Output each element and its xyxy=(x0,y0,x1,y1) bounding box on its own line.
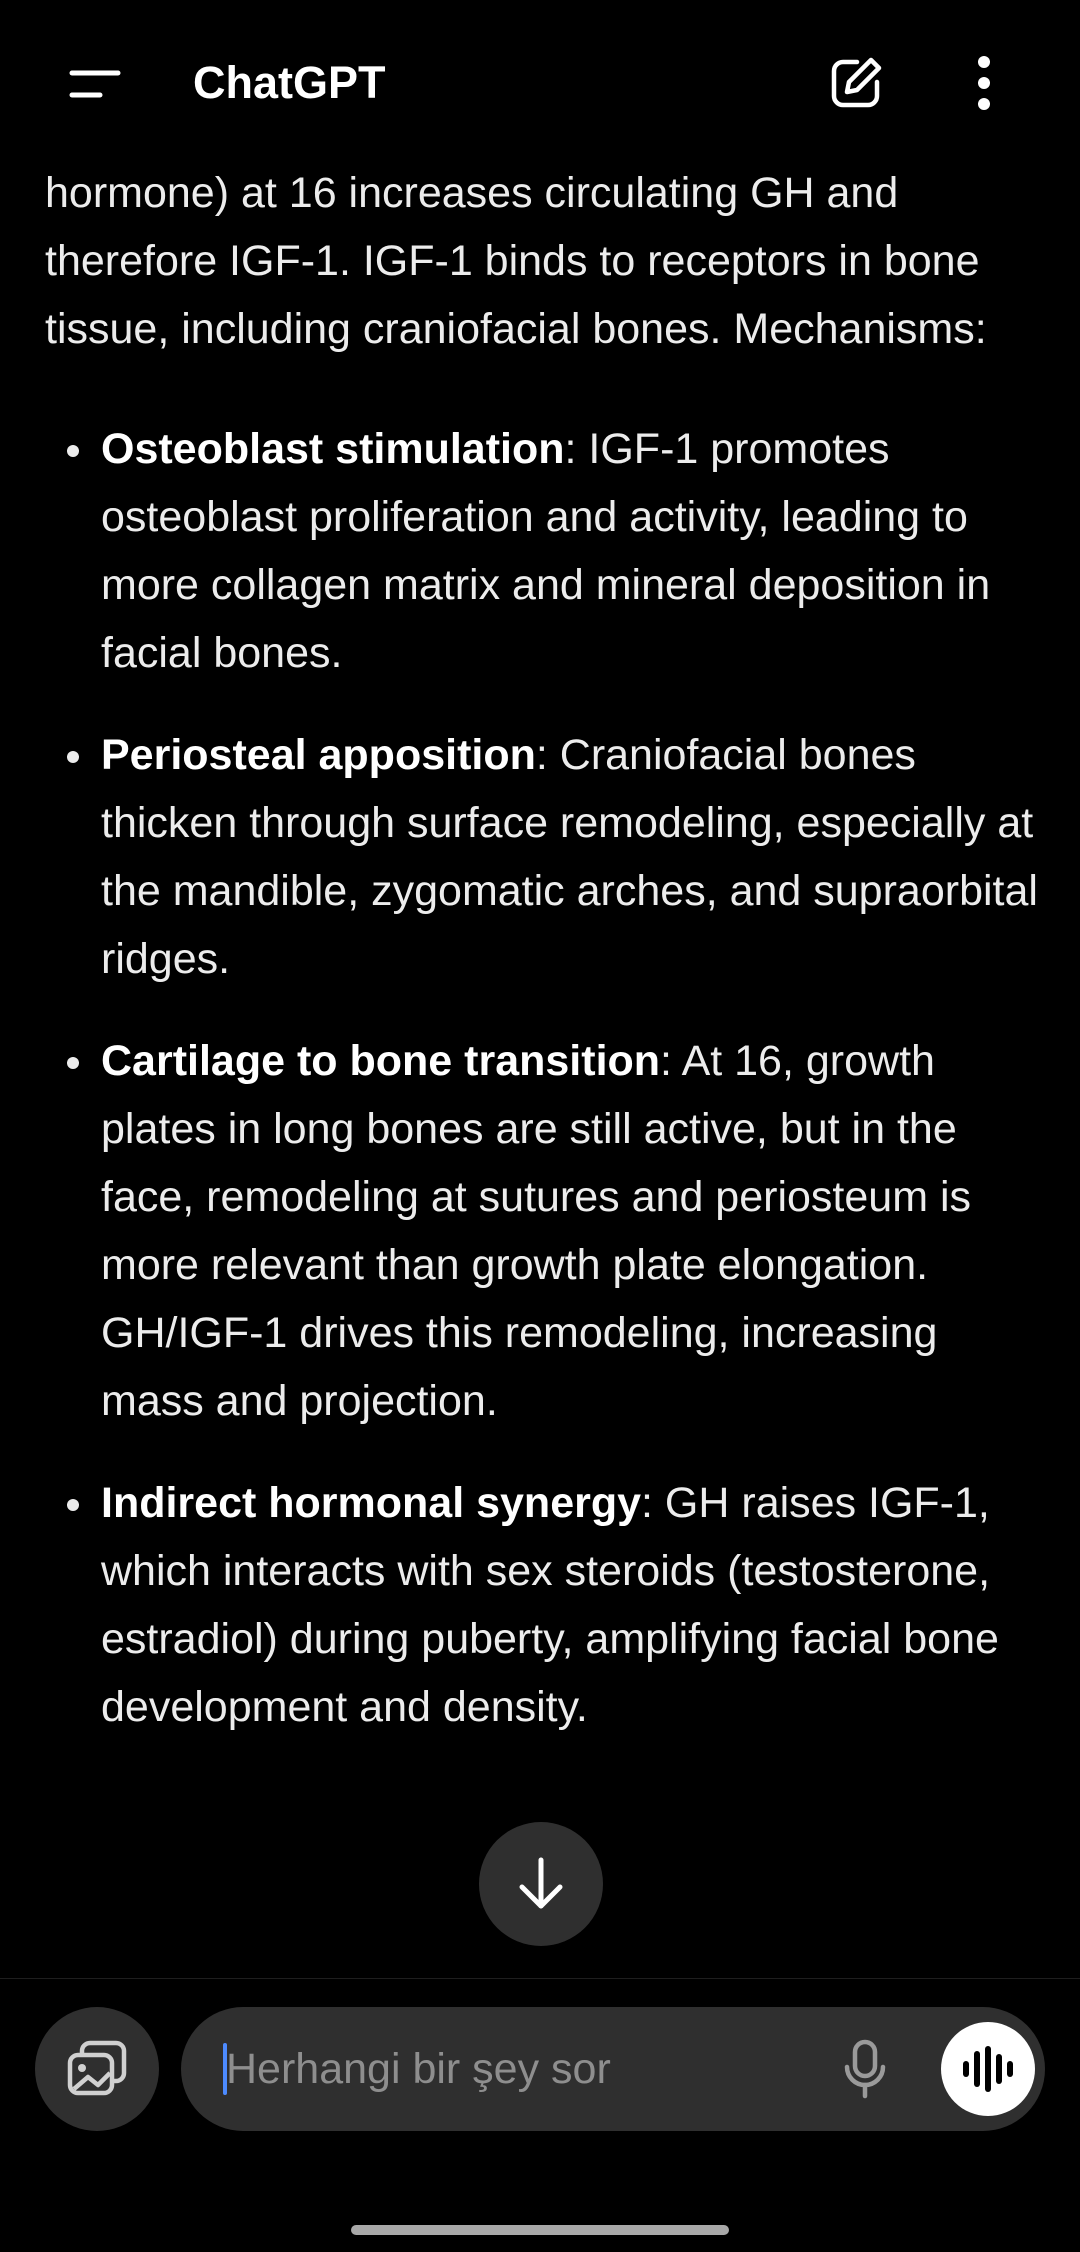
list-item xyxy=(45,1027,1040,1435)
bullet-dot xyxy=(67,751,79,763)
bullet-text: : GH raises IGF-1, which interacts with sex steroids (testosterone, estradiol) during puberty, amplifying facial bone development and density. xyxy=(101,1479,999,1731)
bullet-text: : IGF-1 promotes osteoblast proliferation and activity, leading to more collagen matrix and mineral deposition in facial bones. xyxy=(101,425,991,677)
bullet-dot xyxy=(67,1057,79,1069)
bullet-dot xyxy=(67,1499,79,1511)
prompt-input-container[interactable] xyxy=(181,2007,1045,2131)
more-vertical-icon xyxy=(974,55,994,111)
attach-image-button[interactable] xyxy=(35,2007,159,2131)
app-title: ChatGPT xyxy=(193,57,386,108)
conversation-scroll-area[interactable] xyxy=(0,155,1080,1975)
more-options-button[interactable] xyxy=(946,45,1022,121)
mechanisms-list xyxy=(45,415,1040,1741)
microphone-icon xyxy=(842,2039,888,2099)
assistant-message xyxy=(45,155,1040,1775)
bullet-title: Indirect hormonal synergy xyxy=(101,1479,642,1527)
bullet-text: : At 16, growth plates in long bones are still active, but in the face, remodeling at sutures and periosteum is more relevant than growth plate elongation. GH/IGF-1 drives this remodeling, increasing mass and projection. xyxy=(101,1037,972,1425)
bullet-text: : Craniofacial bones thicken through surface remodeling, especially at the mandible, zygomatic arches, and supraorbital ridges. xyxy=(101,731,1038,983)
message-paragraph: hormone) at 16 increases circulating GH and therefore IGF-1. IGF-1 binds to receptors in bone tissue, including craniofacial bones. Mechanisms: xyxy=(45,169,987,353)
bullet-dot xyxy=(67,445,79,457)
home-indicator[interactable] xyxy=(351,2225,729,2235)
prompt-input[interactable] xyxy=(226,2007,786,2131)
bullet-title: Cartilage to bone transition xyxy=(101,1037,661,1085)
voice-waveform-icon xyxy=(961,2046,1015,2092)
image-attach-icon xyxy=(64,2039,130,2099)
scroll-to-bottom-button[interactable] xyxy=(479,1822,603,1946)
voice-mode-button[interactable] xyxy=(941,2022,1035,2116)
list-item xyxy=(45,415,1040,687)
top-app-bar xyxy=(0,0,1080,165)
menu-button[interactable] xyxy=(52,45,140,125)
bullet-title: Periosteal apposition xyxy=(101,731,536,779)
list-item xyxy=(45,1469,1040,1741)
composer-bar xyxy=(0,1978,1080,2159)
arrow-down-icon xyxy=(516,1856,566,1912)
list-item xyxy=(45,721,1040,993)
bullet-title: Osteoblast stimulation xyxy=(101,425,565,473)
edit-icon xyxy=(827,54,885,112)
menu-icon xyxy=(68,65,124,105)
new-chat-button[interactable] xyxy=(818,45,894,121)
microphone-button[interactable] xyxy=(825,2029,905,2109)
